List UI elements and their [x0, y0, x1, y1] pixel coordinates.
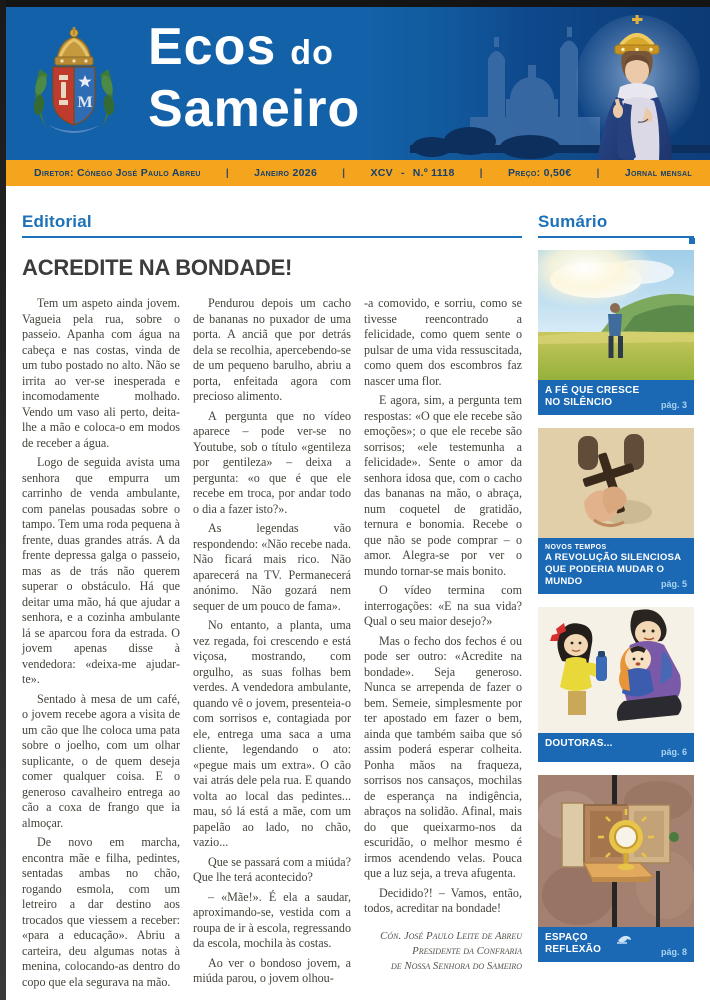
infobar-periodicity: Jornal mensal [624, 167, 692, 179]
illustration-mother-baby-and-girl-image [538, 607, 694, 733]
paragraph: De novo em marcha, encontra mãe e filha, pedintes, sentadas ambas no chão, rogando esmola, com um letreiro a dar destino aos trocados que viessem a receber: «para a educação». Abriu a carteira, deu algumas notas à menina, colocando-as dentro do copo que ela segurava na mão. [22, 835, 180, 989]
paragraph: O vídeo termina com interrogações: «E na sua vida? Qual o seu maior desejo?» [364, 583, 522, 628]
paragraph: Logo de seguida avista uma senhora que empurra um carrinho de venda ambulante, com panelas pousadas sobre o tampo. Tem uma roda pequena à frente, duas grandes atrás. A da frente depressa galga o passeio, mas as de trás não querem superar o obstáculo. Há que deitar uma mão, há que ajudar a senhora, e a cozinha ambulante lá se aparcou fora da estrada. O jovem apenas disse à vendedora: «deixa-me ajudar-te». [22, 455, 180, 686]
paragraph: Tem um aspeto ainda jovem. Vagueia pela rua, sobre o passeio. Apanha com água na cabeça e nas costas, vinda de um tubo postado no alto. Não se irrita ao ver-se inesperada e incomodamente molhado. Vendo um vaso ali perto, deita-lhe a mão e coloca-o em modos de receber a água. [22, 296, 180, 450]
scan-edge-top [0, 0, 710, 7]
signature-role-1: Presidente da Confraria [412, 944, 522, 957]
editorial-signature [364, 929, 522, 974]
page-ref: pág. 8 [660, 947, 687, 957]
masthead-title [148, 18, 361, 138]
summary-caption [538, 927, 694, 962]
paragraph: Decidido?! – Vamos, então, todos, acreditar na bondade! [364, 885, 522, 915]
paragraph: E agora, sim, a pergunta tem respostas: «O que ele recebe são emoções»; o que ele recebe são sorrisos; «ele testemunha a felicidade». Sente o amor da senhora idosa que, com o cacho das bananas na mão, o abraça, num coquetel de gratidão, ternura e bonomia. Recebe o que não se pode comprar – o amor. Alegra-se por ver o mundo tornar-se mais bonito. [364, 393, 522, 578]
paragraph: As legendas vão respondendo: «Não recebe nada. Não ficará mais rico. Não aparecerá na TV. Permanecerá anónimo. Não gozará nem sequer de um pouco de fama». [193, 521, 351, 613]
summary-card-revolution [538, 428, 694, 594]
paragraph: No entanto, a planta, uma vez regada, foi crescendo e está viçosa, mostrando, com orgulho, as suas folhas bem verdes. A vendedora ambulante, quando vê o jovem, presenteia-o com sorrisos e, contagiada por ele, entrega uma saca a uma cliente, legendando o ato: «pegue mais um extra». O cão vai atrás dele pela rua. E quando volta ao local das pedintes... mau, só lá está a mãe, com um papelão ao lado, no chão, vazio... [193, 618, 351, 849]
infobar-separator: | [596, 167, 600, 179]
summary-card-reflexao [538, 775, 694, 962]
editorial-article [22, 296, 522, 994]
paragraph: Sentado à mesa de um café, o jovem recebe agora a visita de um cão que lhe coloca uma pata sobre o joelho, com um olhar suplicante, o de quem deseja comer qualquer coisa. E o generoso cavalheiro entrega ao cão a coxa de frango que ia almoçar. [22, 691, 180, 830]
paragraph: Mas o fecho dos fechos é ou pode ser outro: «Acredite na bondade». Seja generoso. Nunca se arrependa de fazer o bem. Semeie, simplesmente por ter apostado em fazer o bem, ainda que também saiba que só assim poderá esperar colheita. Ponha mãos na fraqueza, sorrisos nos cansaços, mochilas de esperança na indigência, abraços na solidão. Afinal, mais do que queixarmo-nos da escuridão, o melhor mesmo é irmos acendendo velas. Pouca que a luz seja, a treva afugenta. [364, 633, 522, 880]
summary-caption [538, 380, 694, 415]
infobar-volume-number [370, 167, 454, 179]
editorial-section [22, 212, 522, 994]
summary-card-doutoras [538, 607, 694, 762]
infobar-separator: | [479, 167, 483, 179]
page-body [22, 212, 694, 994]
infobar-separator: | [225, 167, 230, 179]
masthead [0, 7, 710, 160]
caption-title: A FÉ QUE CRESCE NO SILÊNCIO [545, 385, 640, 408]
editorial-rule [22, 236, 522, 238]
page-ref: pág. 3 [660, 400, 687, 410]
svg-text:M: M [77, 94, 93, 111]
infobar-date: Janeiro 2026 [254, 167, 318, 179]
title-word-ecos: Ecos [148, 18, 277, 76]
article-column-1 [22, 296, 180, 994]
summary-section-label: Sumário [538, 212, 608, 231]
summary-caption [538, 733, 694, 762]
article-column-2 [193, 296, 351, 994]
summary-caption [538, 538, 694, 594]
caption-title: A REVOLUÇÃO SILENCIOSA QUE PODERIA MUDAR O MUNDO [545, 552, 681, 587]
summary-sidebar [538, 212, 694, 994]
infobar-volume-number-separator: - [400, 167, 405, 179]
title-word-do: do [290, 34, 334, 72]
hands-holding-wooden-cross-image [538, 428, 694, 538]
caption-title: ESPAÇO REFLEXÃO [545, 932, 602, 955]
signature-author: Cón. José Paulo Leite de Abreu [380, 929, 522, 942]
article-column-3 [364, 296, 522, 994]
masthead-infobar [0, 160, 710, 186]
wooden-shrine-with-monstrance-image [538, 775, 694, 927]
editorial-headline: ACREDITE NA BONDADE! [22, 255, 293, 280]
paragraph: – «Mãe!». É ela a saudar, aproximando-se, vestida com a roupa de ir à escola, regressando da escola, mochila às costas. [193, 889, 351, 950]
infobar-price: Preço: 0,50€ [507, 167, 572, 179]
basilica-and-our-lady-statue-photo [410, 7, 710, 179]
infobar-number: N.º 1118 [412, 167, 455, 179]
editorial-section-label: Editorial [22, 212, 92, 231]
infobar-volume: XCV [370, 167, 393, 179]
paragraph: -a comovido, e sorriu, como se tivesse reencontrado a felicidade, como quem sente o pulsar de uma vida ressuscitada, como quem dos escombros faz nascer uma flor. [364, 296, 522, 388]
caption-title: DOUTORAS... [545, 738, 613, 749]
sameiro-coat-of-arms-icon [26, 25, 122, 145]
page-ref: pág. 5 [660, 579, 687, 589]
page-ref: pág. 6 [660, 747, 687, 757]
man-standing-in-sunlit-field-image [538, 250, 694, 380]
summary-card-faith [538, 250, 694, 415]
infobar-director: Diretor: Cónego José Paulo Abreu [34, 167, 201, 179]
infobar-separator: | [342, 167, 346, 179]
paragraph: Pendurou depois um cacho de bananas no puxador de uma porta. A anciã que por detrás dela se recolhia, apercebendo-se de um pequeno barulho, abriu a porta, enfeitada agora com precioso alimento. [193, 296, 351, 403]
title-word-sameiro: Sameiro [148, 80, 361, 138]
paragraph: A pergunta que no vídeo aparece – pode ver-se no Youtube, sob o título «gentileza por gentileza» – deixa a pergunta: «o que é que ele recebe em troca, por andar todo o dia a fazer isto?». [193, 408, 351, 516]
signature-role-2: de Nossa Senhora do Sameiro [391, 959, 522, 972]
reflection-dove-icon [616, 933, 632, 945]
paragraph: Que se passará com a miúda? Que lhe terá acontecido? [193, 854, 351, 884]
rule-end-dot [689, 238, 695, 244]
caption-kicker: NOVOS TEMPOS [545, 544, 607, 551]
paragraph: Ao ver o bondoso jovem, a miúda parou, o jovem olhou- [193, 955, 351, 985]
scan-edge-left [0, 0, 6, 1000]
summary-rule [538, 236, 694, 238]
